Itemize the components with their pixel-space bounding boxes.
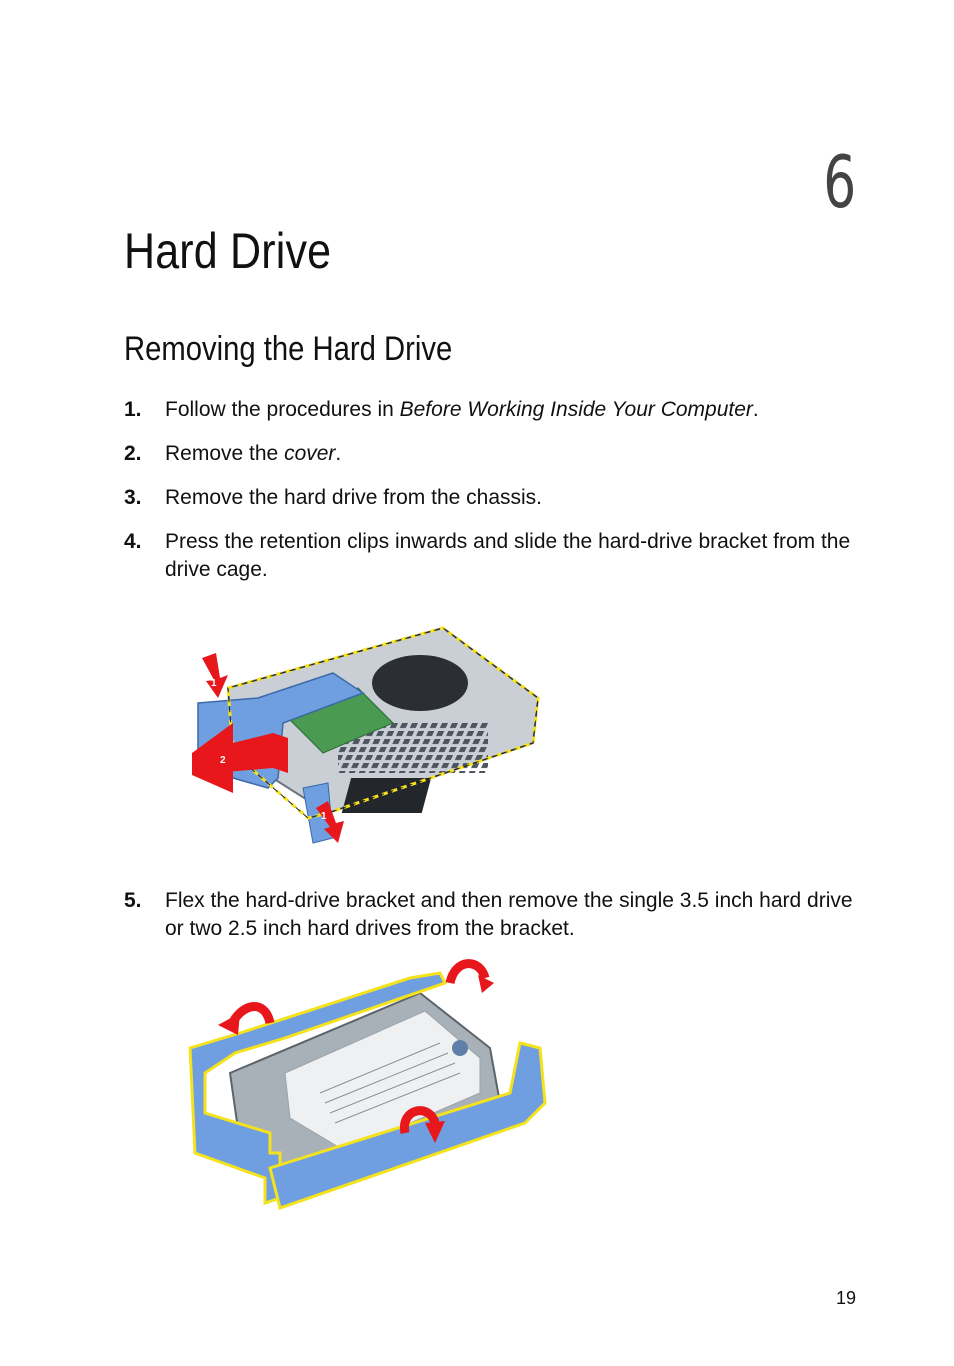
drive-mechanism [372,655,468,711]
chapter-number: 6 [823,140,856,224]
callout-2: 2 [220,755,226,766]
drive-cage-figure [188,603,574,863]
cross-reference-link[interactable]: Before Working Inside Your Computer [399,398,753,421]
chapter-title: Hard Drive [124,223,332,279]
arrow-1-top [202,653,228,698]
step-text: Remove the hard drive from the chassis. [165,486,542,509]
callout-1-top: 1 [211,678,217,689]
bracket-flex-figure [180,953,560,1215]
step-text [165,396,855,424]
flex-arrow-left-head [218,1013,240,1035]
step-number: 1. [124,398,142,421]
cross-reference-link[interactable]: cover [284,442,336,465]
step-number: 4. [124,530,142,553]
step-text-part: . [752,398,759,421]
step-text-part: Remove the [165,442,285,465]
step-text [165,440,855,468]
step-number: 5. [124,889,142,912]
step-text: Press the retention clips inwards and slide the hard-drive bracket from the drive cage. [165,530,851,581]
step-text: Flex the hard-drive bracket and then remove the single 3.5 inch hard drive or two 2.5 inch hard drives from the bracket. [165,889,853,940]
step-number: 3. [124,486,142,509]
callout-1-bottom: 1 [321,811,327,822]
step-text-part: . [335,442,342,465]
step-number: 2. [124,442,142,465]
section-title: Removing the Hard Drive [124,330,453,368]
drive-brand-logo [452,1040,468,1056]
page-number: 19 [835,1288,856,1308]
step-text-part: Follow the procedures in [165,398,400,421]
cage-foot [342,778,431,813]
